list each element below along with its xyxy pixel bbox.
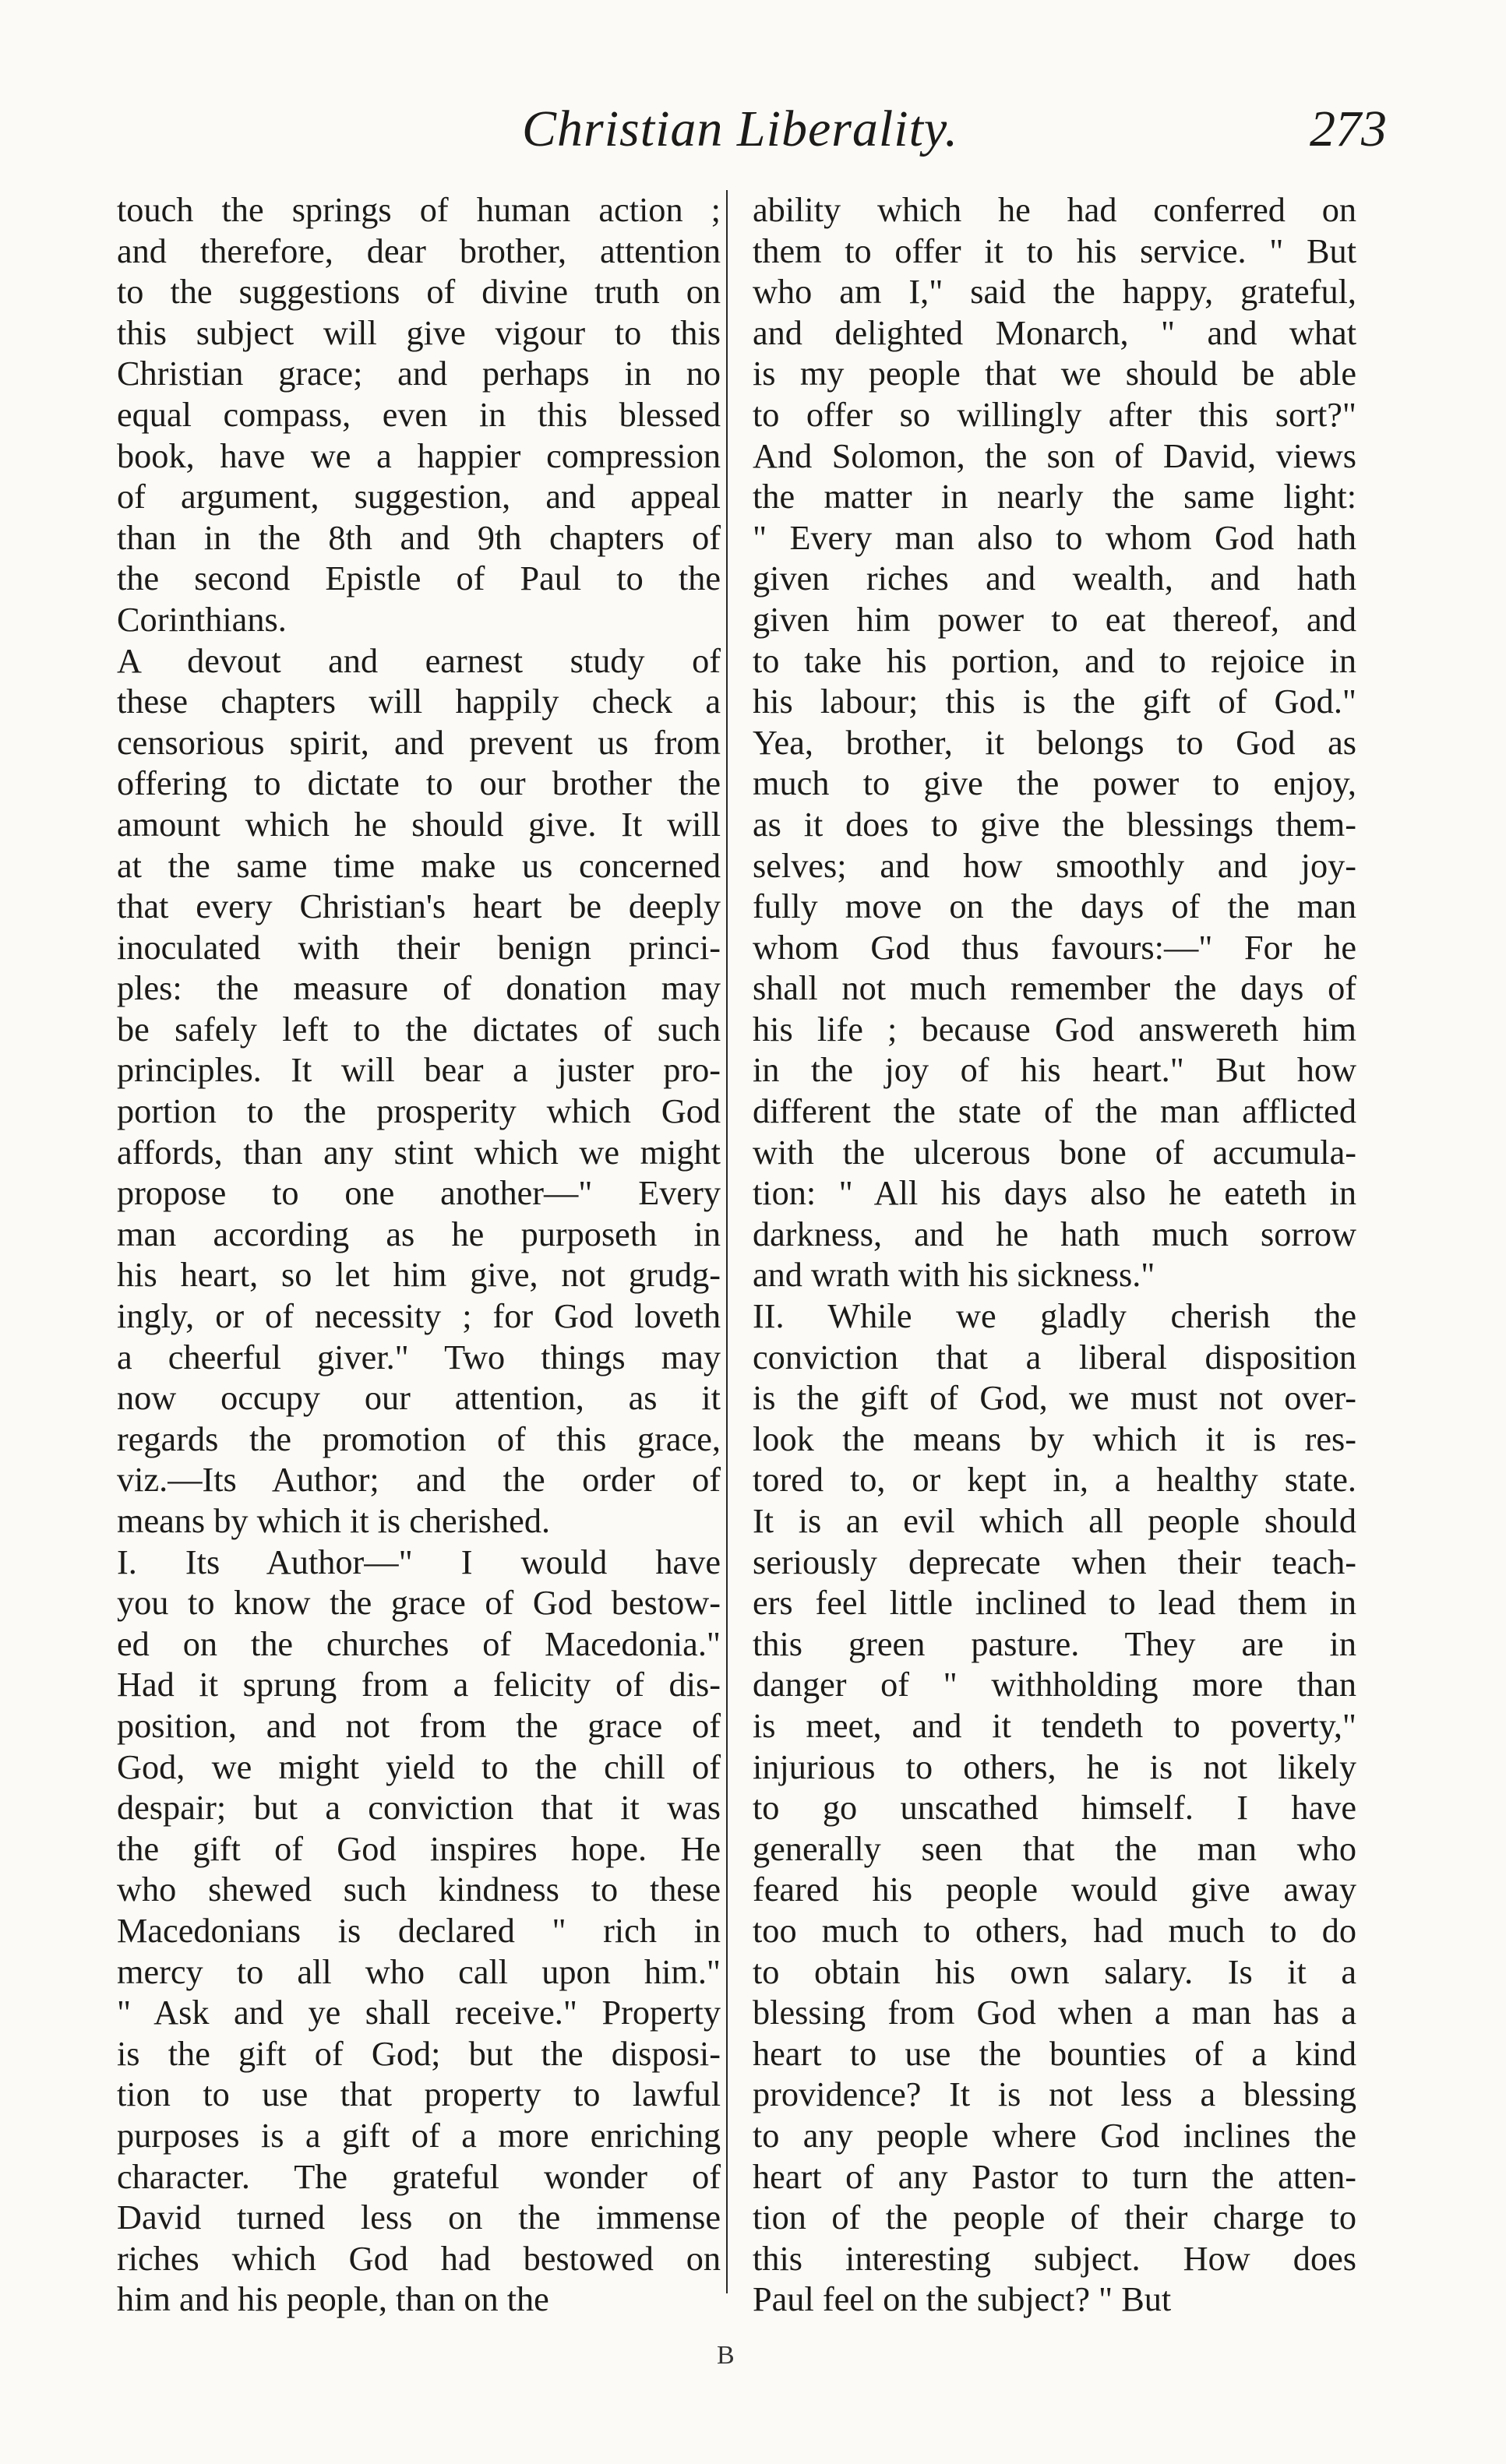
text-line: ability which he had conferred on <box>753 191 1356 229</box>
text-line: equal compass, even in this blessed <box>117 395 721 434</box>
text-line: ingly, or of necessity ; for God loveth <box>117 1297 721 1336</box>
text-line: principles. It will bear a juster pro- <box>117 1051 721 1090</box>
text-line: seriously deprecate when their teach- <box>753 1542 1356 1581</box>
text-line: look the means by which it is res- <box>753 1419 1356 1458</box>
text-line: them to offer it to his service. " But <box>753 231 1356 270</box>
text-line: be safely left to the dictates of such <box>117 1010 721 1049</box>
text-line: A devout and earnest study of <box>117 641 721 680</box>
page-number: 273 <box>1310 100 1387 157</box>
text-line: the gift of God inspires hope. He <box>117 1829 721 1868</box>
text-line: offering to dictate to our brother the <box>117 764 721 803</box>
text-line: viz.—Its Author; and the order of <box>117 1461 721 1500</box>
text-line: fully move on the days of the man <box>753 887 1356 926</box>
right-text-column <box>753 190 1356 2321</box>
text-line: who shewed such kindness to these <box>117 1870 721 1909</box>
text-line: generally seen that the man who <box>753 1829 1356 1868</box>
text-line: to any people where God inclines the <box>753 2116 1356 2155</box>
column-divider <box>726 190 728 2293</box>
text-line: these chapters will happily check a <box>117 682 721 721</box>
text-line: as it does to give the blessings them- <box>753 805 1356 844</box>
text-line: is my people that we should be able <box>753 354 1356 393</box>
text-line: this subject will give vigour to this <box>117 313 721 352</box>
text-line: this green pasture. They are in <box>753 1624 1356 1663</box>
text-line: danger of " withholding more than <box>753 1666 1356 1704</box>
text-line: tion to use that property to lawful <box>117 2075 721 2114</box>
text-line: to go unscathed himself. I have <box>753 1789 1356 1828</box>
running-title: Christian Liberality. <box>522 100 959 157</box>
text-line: affords, than any stint which we might <box>117 1133 721 1172</box>
page-header <box>109 100 1387 170</box>
text-line: ers feel little inclined to lead them in <box>753 1584 1356 1623</box>
text-line: him and his people, than on the <box>117 2280 549 2319</box>
text-line: Corinthians. <box>117 600 287 639</box>
text-line: blessing from God when a man has a <box>753 1993 1356 2032</box>
text-line: is the gift of God, we must not over- <box>753 1379 1356 1418</box>
text-line: conviction that a liberal disposition <box>753 1338 1356 1377</box>
signature-mark: B <box>717 2341 735 2370</box>
text-line: who am I," said the happy, grateful, <box>753 273 1356 312</box>
text-line: David turned less on the immense <box>117 2198 721 2237</box>
text-line: character. The grateful wonder of <box>117 2157 721 2196</box>
text-line: It is an evil which all people should <box>753 1502 1356 1540</box>
text-line: regards the promotion of this grace, <box>117 1419 721 1458</box>
text-line: " Ask and ye shall receive." Property <box>117 1993 721 2032</box>
text-line: the matter in nearly the same light: <box>753 478 1356 516</box>
text-line: to offer so willingly after this sort?" <box>753 395 1356 434</box>
text-line: selves; and how smoothly and joy- <box>753 846 1356 885</box>
text-line: to obtain his own salary. Is it a <box>753 1952 1356 1991</box>
text-line: and delighted Monarch, " and what <box>753 313 1356 352</box>
text-line: than in the 8th and 9th chapters of <box>117 518 721 557</box>
left-text-column <box>117 190 721 2321</box>
text-line: purposes is a gift of a more enriching <box>117 2116 721 2155</box>
text-line: providence? It is not less a blessing <box>753 2075 1356 2114</box>
text-line: And Solomon, the son of David, views <box>753 436 1356 475</box>
text-line: riches which God had bestowed on <box>117 2239 721 2278</box>
text-line: book, have we a happier compression <box>117 436 721 475</box>
text-line: his heart, so let him give, not grudg- <box>117 1256 721 1295</box>
text-line: of argument, suggestion, and appeal <box>117 478 721 516</box>
text-line: man according as he purposeth in <box>117 1214 721 1253</box>
text-line: portion to the prosperity which God <box>117 1092 721 1131</box>
text-line: his life ; because God answereth him <box>753 1010 1356 1049</box>
text-line: darkness, and he hath much sorrow <box>753 1214 1356 1253</box>
text-line: tored to, or kept in, a healthy state. <box>753 1461 1356 1500</box>
text-line: amount which he should give. It will <box>117 805 721 844</box>
text-line: given him power to eat thereof, and <box>753 600 1356 639</box>
text-line: and wrath with his sickness." <box>753 1256 1155 1295</box>
text-line: this interesting subject. How does <box>753 2239 1356 2278</box>
text-line: II. While we gladly cherish the <box>753 1297 1356 1336</box>
text-line: is the gift of God; but the disposi- <box>117 2034 721 2073</box>
text-line: different the state of the man afflicted <box>753 1092 1356 1131</box>
text-line: and therefore, dear brother, attention <box>117 231 721 270</box>
text-line: given riches and wealth, and hath <box>753 559 1356 598</box>
text-line: the second Epistle of Paul to the <box>117 559 721 598</box>
text-line: now occupy our attention, as it <box>117 1379 721 1418</box>
text-line: Macedonians is declared " rich in <box>117 1911 721 1950</box>
text-line: Christian grace; and perhaps in no <box>117 354 721 393</box>
text-line: I. Its Author—" I would have <box>117 1542 721 1581</box>
text-line: whom God thus favours:—" For he <box>753 928 1356 967</box>
text-line: God, we might yield to the chill of <box>117 1747 721 1786</box>
text-line: inoculated with their benign princi- <box>117 928 721 967</box>
text-line: heart of any Pastor to turn the atten- <box>753 2157 1356 2196</box>
text-line: his labour; this is the gift of God." <box>753 682 1356 721</box>
text-line: you to know the grace of God bestow- <box>117 1584 721 1623</box>
text-line: Had it sprung from a felicity of dis- <box>117 1666 721 1704</box>
text-line: too much to others, had much to do <box>753 1911 1356 1950</box>
text-line: ples: the measure of donation may <box>117 969 721 1008</box>
text-line: mercy to all who call upon him." <box>117 1952 721 1991</box>
text-line: " Every man also to whom God hath <box>753 518 1356 557</box>
text-line: to the suggestions of divine truth on <box>117 273 721 312</box>
text-line: Yea, brother, it belongs to God as <box>753 723 1356 762</box>
text-line: with the ulcerous bone of accumula- <box>753 1133 1356 1172</box>
text-line: shall not much remember the days of <box>753 969 1356 1008</box>
text-line: tion: " All his days also he eateth in <box>753 1174 1356 1213</box>
text-line: at the same time make us concerned <box>117 846 721 885</box>
text-line: is meet, and it tendeth to poverty," <box>753 1706 1356 1745</box>
text-line: a cheerful giver." Two things may <box>117 1338 721 1377</box>
text-line: position, and not from the grace of <box>117 1706 721 1745</box>
text-line: to take his portion, and to rejoice in <box>753 641 1356 680</box>
text-line: censorious spirit, and prevent us from <box>117 723 721 762</box>
text-line: means by which it is cherished. <box>117 1502 551 1540</box>
text-line: despair; but a conviction that it was <box>117 1789 721 1828</box>
text-line: feared his people would give away <box>753 1870 1356 1909</box>
text-line: that every Christian's heart be deeply <box>117 887 721 926</box>
text-line: Paul feel on the subject? " But <box>753 2280 1172 2319</box>
text-line: injurious to others, he is not likely <box>753 1747 1356 1786</box>
text-line: heart to use the bounties of a kind <box>753 2034 1356 2073</box>
text-line: much to give the power to enjoy, <box>753 764 1356 803</box>
text-line: tion of the people of their charge to <box>753 2198 1356 2237</box>
text-line: in the joy of his heart." But how <box>753 1051 1356 1090</box>
text-line: ed on the churches of Macedonia." <box>117 1624 721 1663</box>
text-line: propose to one another—" Every <box>117 1174 721 1213</box>
text-line: touch the springs of human action ; <box>117 191 721 229</box>
